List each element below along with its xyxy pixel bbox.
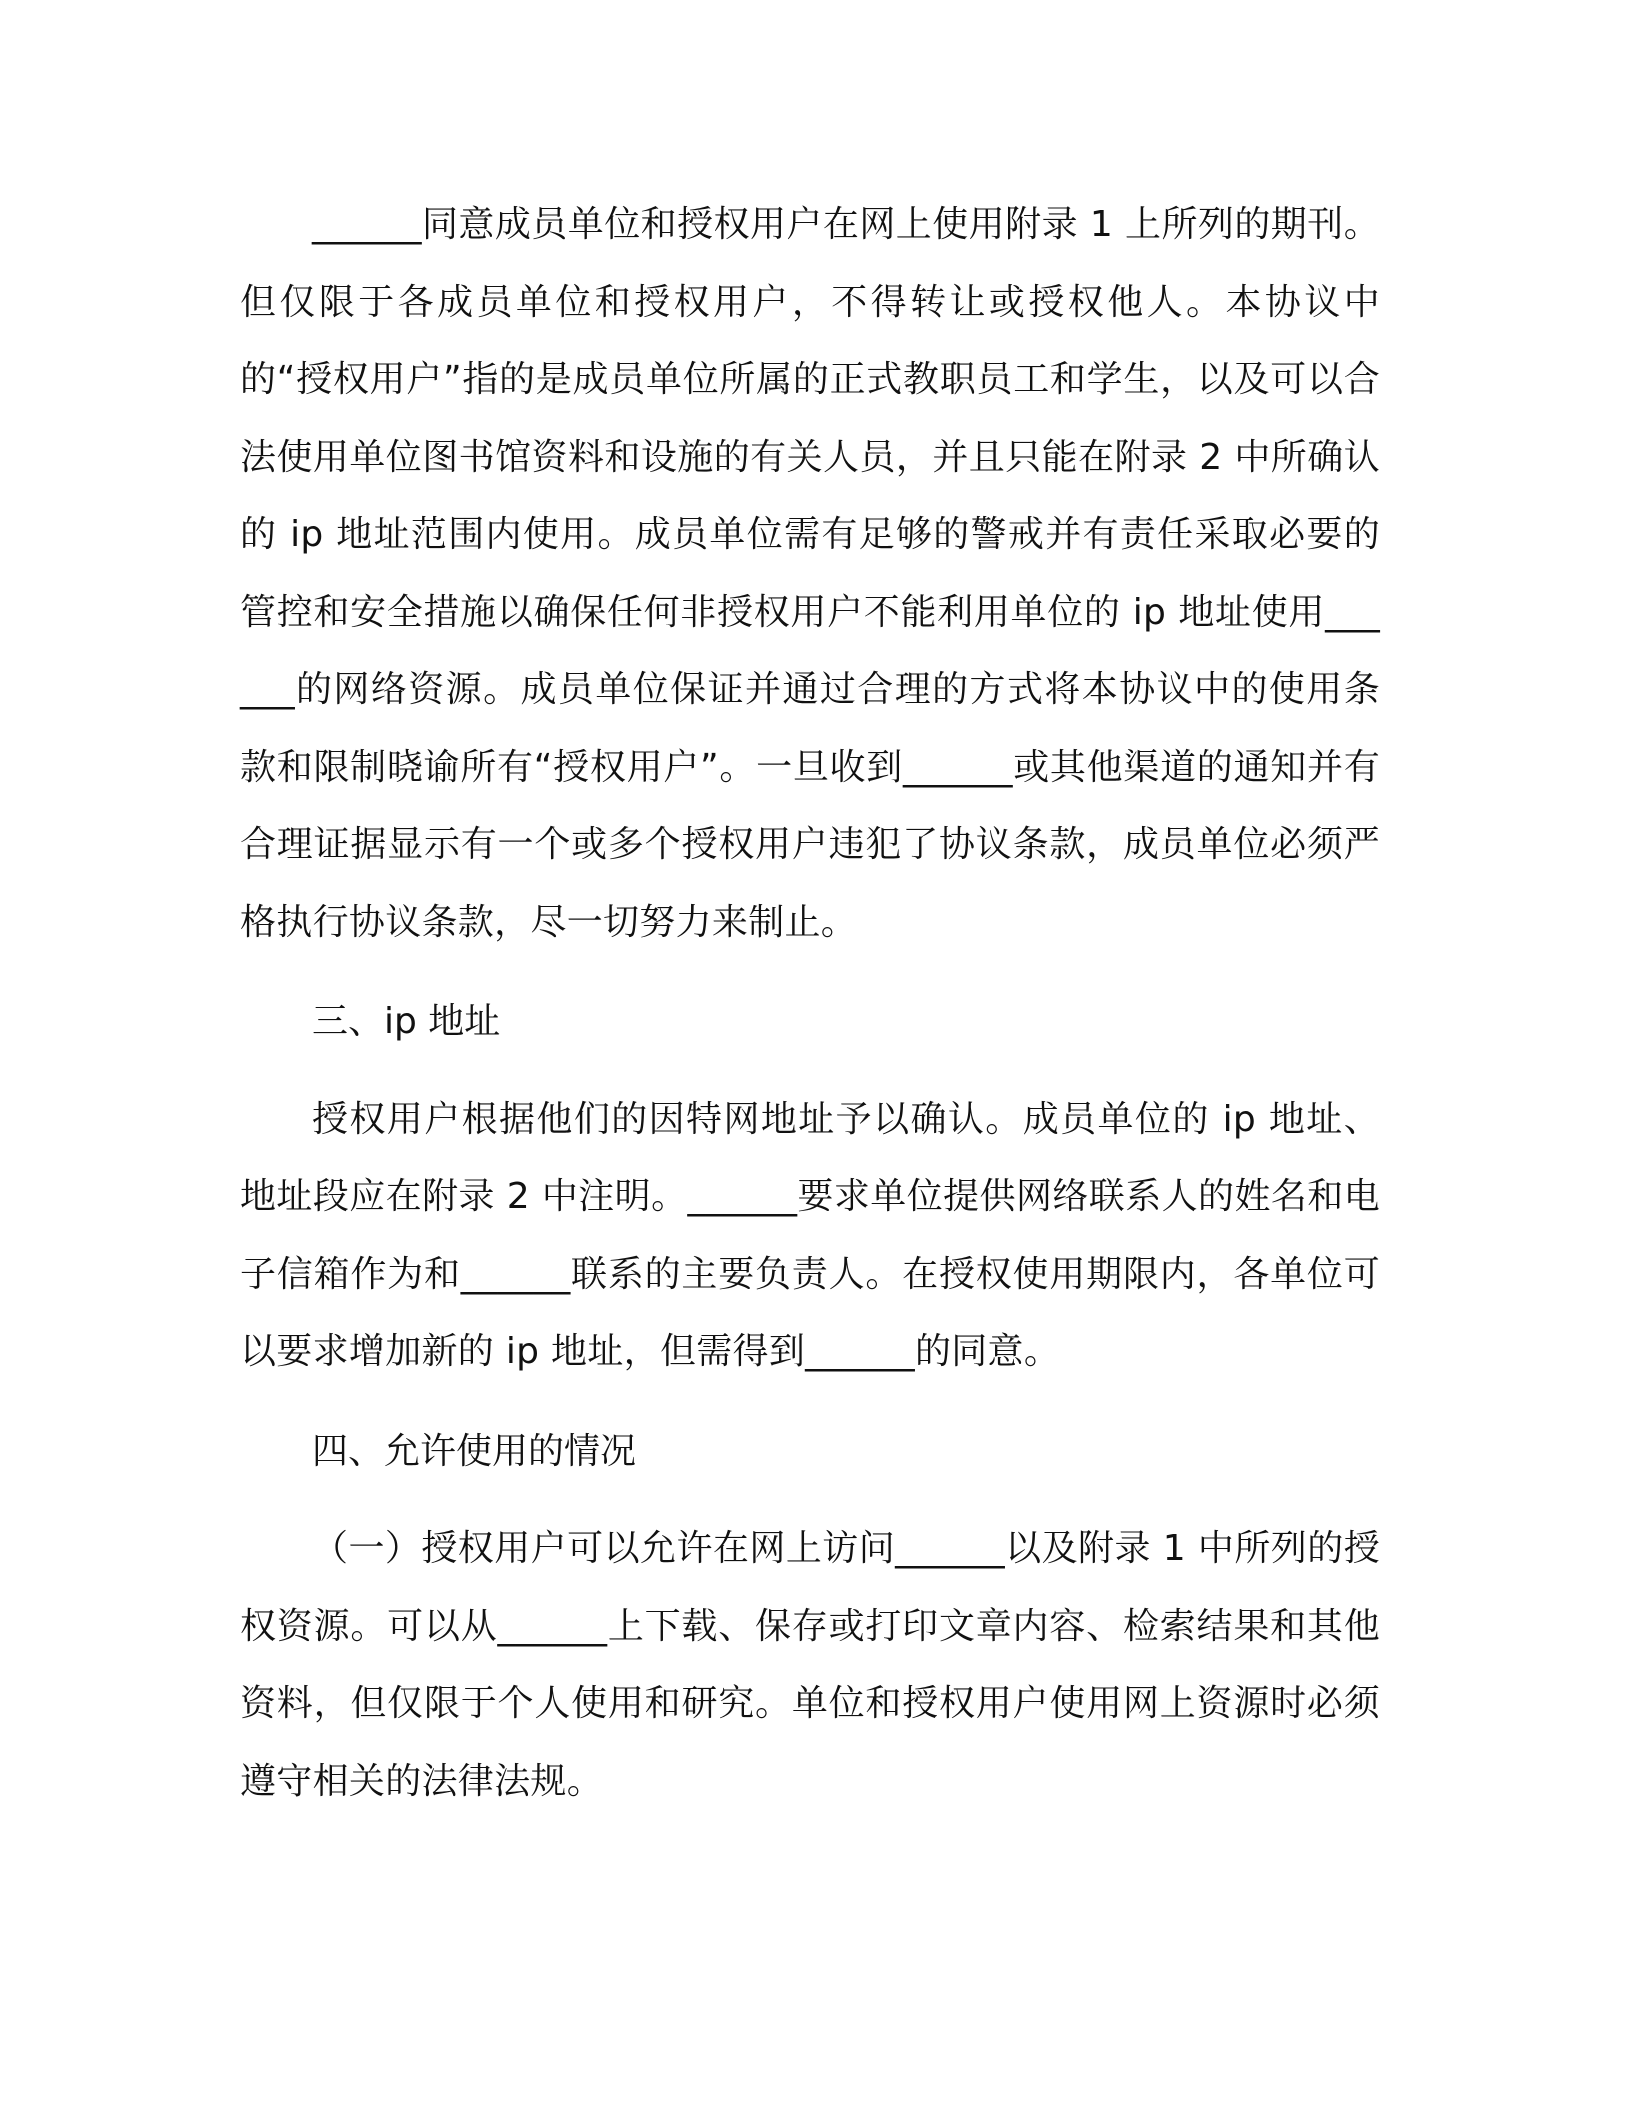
- paragraph-authorization-scope: ______同意成员单位和授权用户在网上使用附录 1 上所列的期刊。但仅限于各成员单位和授权用户，不得转让或授权他人。本协议中的“授权用户”指的是成员单位所属的正式教职员工和学生，以及可以合法使用单位图书馆资料和设施的有关人员，并且只能在附录 2 中所确认的 ip 地址范围内使用。成员单位需有足够的警戒并有责任采取必要的管控和安全措施以确保任何非授权用户不能利用单位的 ip 地址使用______的网络资源。成员单位保证并通过合理的方式将本协议中的使用条款和限制晓谕所有“授权用户”。一旦收到______或其他渠道的通知并有合理证据显示有一个或多个授权用户违犯了协议条款，成员单位必须严格执行协议条款，尽一切努力来制止。: [240, 204, 1380, 943]
- document-body: [240, 186, 1380, 1820]
- paragraph-permitted-use-1: （一）授权用户可以允许在网上访问______以及附录 1 中所列的授权资源。可以从______上下载、保存或打印文章内容、检索结果和其他资料，但仅限于个人使用和研究。单位和授权用户使用网上资源时必须遵守相关的法律法规。: [240, 1528, 1380, 1802]
- section-heading-permitted-use: 四、允许使用的情况: [312, 1430, 637, 1472]
- section-heading-ip-address: 三、ip 地址: [312, 1001, 501, 1042]
- paragraph-ip-address: 授权用户根据他们的因特网地址予以确认。成员单位的 ip 地址、地址段应在附录 2 中注明。______要求单位提供网络联系人的姓名和电子信箱作为和______联系的主要负责人。在授权使用期限内，各单位可以要求增加新的 ip 地址，但需得到______的同意。: [240, 1098, 1380, 1372]
